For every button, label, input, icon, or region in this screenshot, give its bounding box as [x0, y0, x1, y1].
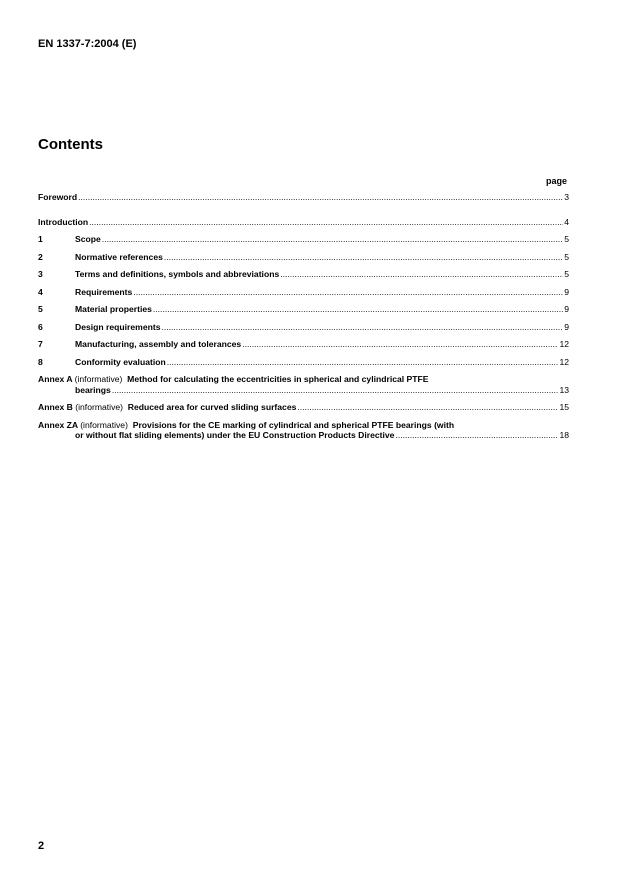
- toc-page-number: 4: [564, 216, 569, 227]
- annex-name: Annex B: [38, 402, 73, 412]
- toc-page-number: 12: [559, 356, 569, 367]
- dot-leader: [102, 234, 563, 245]
- dot-leader: [280, 269, 563, 280]
- toc-label: Introduction: [38, 216, 89, 227]
- dot-leader: [395, 430, 558, 441]
- toc-entry-section-7[interactable]: [38, 339, 569, 350]
- dot-leader: [153, 304, 563, 315]
- toc-page-number: 5: [564, 269, 569, 279]
- dot-leader: [89, 217, 563, 228]
- toc-page-number: 15: [559, 402, 569, 412]
- toc-label: Material properties: [75, 304, 152, 314]
- dot-leader: [167, 357, 559, 368]
- dot-leader: [78, 192, 563, 203]
- toc-page-number: 9: [564, 321, 569, 332]
- toc-label: Terms and definitions, symbols and abbreviations: [75, 269, 280, 279]
- annex-title: Method for calculating the eccentricities in spherical and cylindrical PTFE: [127, 374, 429, 384]
- toc-label: Requirements: [75, 286, 133, 297]
- toc-label: Manufacturing, assembly and tolerances: [75, 339, 242, 349]
- toc-entry-section-3[interactable]: [38, 269, 569, 280]
- dot-leader: [133, 287, 563, 298]
- toc-entry-section-8[interactable]: [38, 357, 569, 368]
- toc-page-number: 5: [564, 251, 569, 262]
- toc-page-number: 18: [559, 430, 569, 440]
- dot-leader: [112, 385, 559, 396]
- annex-name: Annex A: [38, 374, 73, 384]
- toc-entry-section-4[interactable]: [38, 287, 569, 298]
- toc-entry-foreword[interactable]: [38, 192, 569, 203]
- toc-label: [38, 402, 296, 413]
- page-number-footer: 2: [38, 840, 45, 852]
- document-id-header: EN 1337-7:2004 (E): [38, 38, 137, 50]
- toc-page-number: 3: [564, 192, 569, 202]
- section-number: 5: [38, 304, 43, 314]
- dot-leader: [164, 252, 563, 263]
- toc-page-number: 9: [564, 286, 569, 297]
- section-number: 1: [38, 234, 43, 244]
- toc-entry-annex-za[interactable]: [38, 420, 569, 441]
- toc-entry-annex-b[interactable]: [38, 402, 569, 413]
- section-number: 3: [38, 269, 43, 279]
- toc-entry-section-6[interactable]: [38, 322, 569, 333]
- toc-label: Foreword: [38, 192, 78, 202]
- toc-label: Scope: [75, 234, 101, 244]
- toc-page-number: 9: [564, 304, 569, 314]
- section-number: 4: [38, 286, 43, 297]
- section-number: 7: [38, 339, 43, 349]
- section-number: 2: [38, 251, 43, 262]
- annex-name: Annex ZA: [38, 419, 78, 430]
- toc-label: Normative references: [75, 251, 163, 262]
- toc-page-number: 5: [564, 234, 569, 244]
- toc-page-number: 13: [559, 384, 569, 395]
- page-column-label: page: [545, 176, 567, 186]
- toc-label: Design requirements: [75, 321, 161, 332]
- toc-entry-section-5[interactable]: [38, 304, 569, 315]
- toc-entry-section-2[interactable]: [38, 252, 569, 263]
- dot-leader: [161, 322, 563, 333]
- toc-entry-annex-a[interactable]: [38, 374, 569, 395]
- toc-page-number: 12: [559, 339, 569, 349]
- annex-title-continued: or without flat sliding elements) under the EU Construction Products Directive: [75, 430, 395, 440]
- section-number: 6: [38, 321, 43, 332]
- toc-label: [38, 420, 454, 431]
- annex-type: (informative): [80, 419, 128, 430]
- annex-type: (informative): [74, 374, 123, 384]
- annex-title-continued: bearings: [75, 384, 111, 395]
- dot-leader: [242, 339, 558, 350]
- annex-title: Provisions for the CE marking of cylindrical and spherical PTFE bearings (with: [132, 419, 455, 430]
- table-of-contents: [38, 192, 569, 441]
- section-number: 8: [38, 356, 43, 367]
- toc-entry-introduction[interactable]: [38, 217, 569, 228]
- toc-label: [38, 374, 429, 385]
- toc-label: Conformity evaluation: [75, 356, 166, 367]
- annex-type: (informative): [75, 402, 124, 412]
- annex-title: Reduced area for curved sliding surfaces: [127, 402, 297, 412]
- toc-entry-section-1[interactable]: [38, 234, 569, 245]
- dot-leader: [297, 402, 558, 413]
- page-title: Contents: [38, 136, 103, 153]
